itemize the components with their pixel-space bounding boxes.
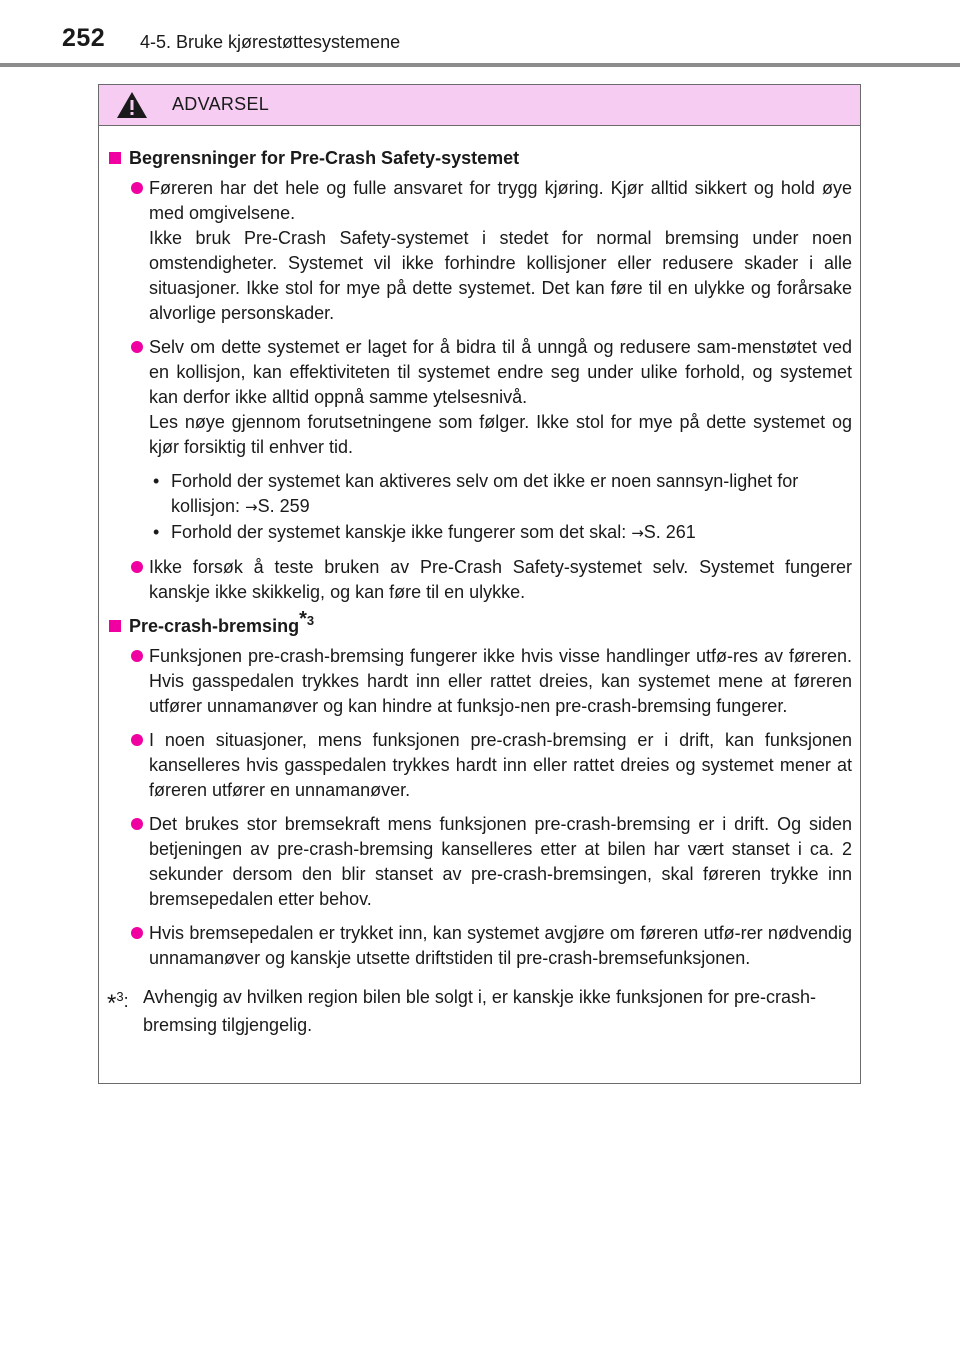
round-bullet-icon (131, 182, 143, 194)
footnote-text: Avhengig av hvilken region bilen ble solgt i, er kanskje ikke funksjonen for pre-crash-bremsing tilgjengelig. (143, 987, 817, 1035)
page-reference[interactable]: S. 259 (257, 496, 310, 516)
round-bullet-icon (131, 927, 143, 939)
item-paragraph: Les nøye gjennom forutsetningene som følger. Ikke stol for mye på dette systemet og kjør forsiktig til enhver tid. (149, 412, 852, 457)
warning-header (99, 85, 860, 126)
sub-item-text: Forhold der systemet kanskje ikke fungerer som det skal: (171, 522, 632, 542)
footnote (107, 983, 852, 1039)
item-paragraph: Ikke bruk Pre-Crash Safety-systemet i stedet for normal bremsing under noen omstendigheter. Systemet vil ikke forhindre kollisjoner eller redusere skader i alle situasjoner. Ikke stol for mye på dette systemet. Det kan føre til en ulykke og forårsake alvorlige personskader. (149, 228, 852, 323)
footnote-ref: *3 (299, 608, 315, 630)
square-marker-icon (109, 620, 121, 632)
page-number: 252 (62, 24, 106, 52)
item-paragraph: Funksjonen pre-crash-bremsing fungerer ikke hvis visse handlinger utfø-res av føreren. Hvis gasspedalen trykkes hardt inn eller rattet dreies, kan systemet mene at føreren utfører unnamanøver og kan hindre at funksjo-nen pre-crash-bremsing fungerer. (149, 646, 852, 716)
round-bullet-icon (131, 341, 143, 353)
round-bullet-icon (131, 561, 143, 573)
page-reference[interactable]: S. 261 (643, 522, 696, 542)
page-header (0, 0, 960, 52)
sub-list (153, 469, 852, 546)
list-item (107, 176, 852, 326)
warning-title: ADVARSEL (172, 94, 270, 114)
sub-item-text: Forhold der systemet kan aktiveres selv om det ikke er noen sannsyn-lighet for kollisjon: (171, 471, 799, 516)
item-paragraph: Føreren har det hele og fulle ansvaret for trygg kjøring. Kjør alltid sikkert og hold øye med omgivelsene. (149, 178, 852, 223)
sub-bullet: • (153, 471, 160, 491)
list-item (107, 644, 852, 719)
sub-bullet: • (153, 522, 160, 542)
arrow-right-icon: → (245, 498, 258, 516)
footnote-marker: *$^3$: (107, 989, 129, 1017)
section-heading-text: Pre-crash-bremsing (129, 616, 300, 636)
list-item (107, 812, 852, 912)
section-heading (107, 146, 852, 171)
sub-list-item (153, 469, 852, 520)
list-item (107, 335, 852, 460)
list-item (107, 728, 852, 803)
header-rule (0, 63, 960, 67)
arrow-right-icon: → (631, 524, 644, 542)
round-bullet-icon (131, 818, 143, 830)
warning-box (98, 84, 861, 1084)
sub-list-item (153, 520, 852, 546)
section-title: 4-5. Bruke kjørestøttesystemene (140, 32, 401, 52)
item-paragraph: I noen situasjoner, mens funksjonen pre-crash-bremsing er i drift, kan funksjonen kanselleres hvis gasspedalen trykkes hardt inn eller rattet dreies og systemet mener at føreren utfører en unnamanøver. (149, 730, 852, 800)
warning-body (99, 126, 860, 1039)
round-bullet-icon (131, 734, 143, 746)
round-bullet-icon (131, 650, 143, 662)
list-item (107, 921, 852, 971)
square-marker-icon (109, 152, 121, 164)
item-paragraph: Selv om dette systemet er laget for å bidra til å unngå og redusere sam-menstøtet ved en kollisjon, kan effektiviteten til systemet endre seg under ulike forhold, og systemet kan derfor ikke alltid oppnå samme ytelsesnivå. (149, 337, 852, 407)
list-item (107, 555, 852, 605)
section-heading-text: Begrensninger for Pre-Crash Safety-systemet (129, 148, 520, 168)
section-heading (107, 608, 852, 639)
warning-triangle-icon (116, 91, 148, 119)
item-paragraph: Ikke forsøk å teste bruken av Pre-Crash Safety-systemet selv. Systemet fungerer kanskje ikke skikkelig, og kan føre til en ulykke. (149, 557, 852, 602)
item-paragraph: Det brukes stor bremsekraft mens funksjonen pre-crash-bremsing er i drift. Og siden betjeningen av pre-crash-bremsing kanselleres etter at bilen har vært stanset i ca. 2 sekunder dersom den blir stanset av pre-crash-bremsingen, skal føreren trykke inn bremsepedalen etter behov. (149, 814, 852, 909)
item-paragraph: Hvis bremsepedalen er trykket inn, kan systemet avgjøre om føreren utfø-rer nødvendig unnamanøver og kanskje utsette driftstiden til pre-crash-bremsefunksjonen. (149, 923, 852, 968)
